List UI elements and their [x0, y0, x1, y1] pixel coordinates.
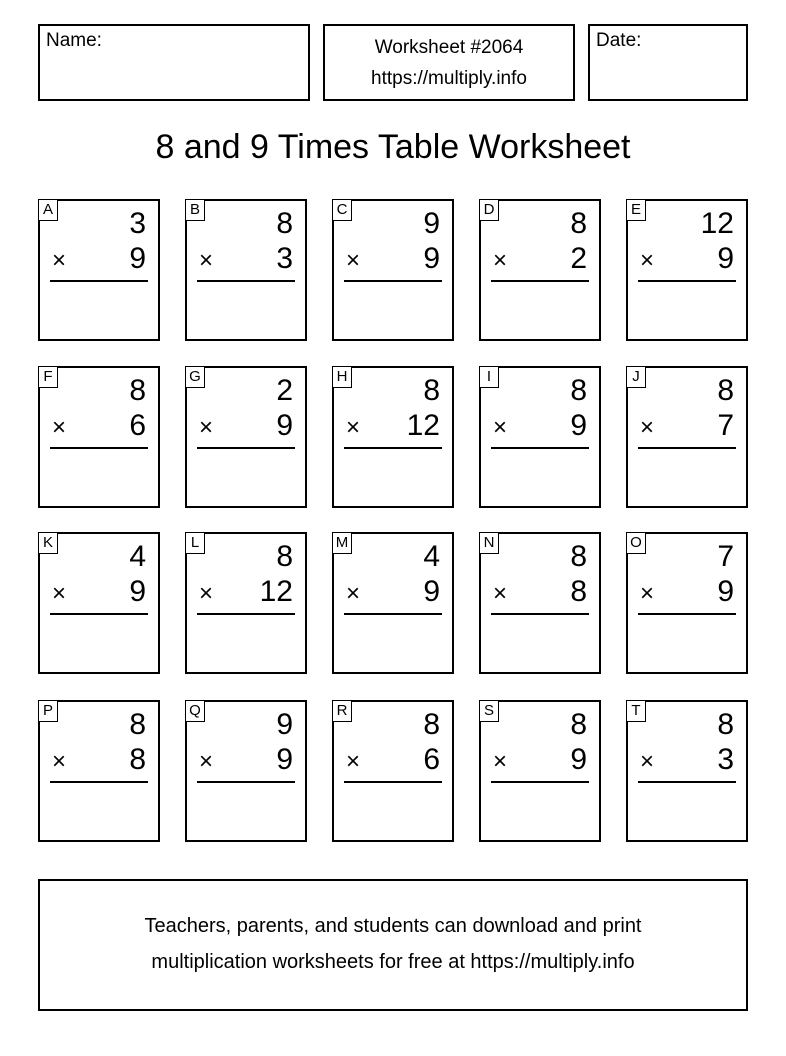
problem-letter: G: [185, 366, 205, 388]
name-label: Name:: [46, 30, 102, 51]
date-field-box[interactable]: [588, 24, 748, 101]
problem-card[interactable]: [332, 366, 454, 508]
problem-card[interactable]: [38, 532, 160, 674]
problem-card[interactable]: [332, 532, 454, 674]
multiplicand: 8: [276, 540, 293, 573]
problem-letter: H: [332, 366, 352, 388]
answer-rule: [197, 781, 295, 783]
problem-card[interactable]: [626, 532, 748, 674]
problem-card[interactable]: [185, 199, 307, 341]
multiplier: 6: [129, 409, 146, 442]
multiplier: 9: [129, 575, 146, 608]
multiplier: 7: [717, 409, 734, 442]
times-sign: ×: [346, 748, 361, 775]
footer-box: [38, 879, 748, 1011]
times-sign: ×: [493, 580, 508, 607]
problem-letter: B: [185, 199, 205, 221]
problem-letter: P: [38, 700, 58, 722]
answer-rule: [197, 447, 295, 449]
answer-rule: [638, 781, 736, 783]
problem-card[interactable]: [626, 700, 748, 842]
multiplicand: 8: [129, 708, 146, 741]
answer-rule: [638, 447, 736, 449]
times-sign: ×: [346, 247, 361, 274]
problem-letter: F: [38, 366, 58, 388]
problem-letter: C: [332, 199, 352, 221]
problem-letter: R: [332, 700, 352, 722]
problem-letter: N: [479, 532, 499, 554]
answer-rule: [344, 447, 442, 449]
problem-letter: T: [626, 700, 646, 722]
times-sign: ×: [640, 580, 655, 607]
problem-card[interactable]: [38, 366, 160, 508]
multiplicand: 8: [570, 708, 587, 741]
answer-rule: [50, 781, 148, 783]
multiplier: 6: [423, 743, 440, 776]
footer-line-1: Teachers, parents, and students can download and print: [144, 915, 642, 937]
answer-rule: [50, 613, 148, 615]
answer-rule: [491, 781, 589, 783]
answer-rule: [638, 613, 736, 615]
multiplier: 3: [717, 743, 734, 776]
multiplicand: 8: [717, 708, 734, 741]
times-sign: ×: [52, 748, 67, 775]
problem-letter: K: [38, 532, 58, 554]
times-sign: ×: [493, 414, 508, 441]
times-sign: ×: [640, 748, 655, 775]
multiplicand: 8: [570, 374, 587, 407]
multiplicand: 8: [717, 374, 734, 407]
times-sign: ×: [52, 247, 67, 274]
multiplier: 9: [570, 409, 587, 442]
times-sign: ×: [640, 247, 655, 274]
problem-card[interactable]: [185, 700, 307, 842]
problem-letter: A: [38, 199, 58, 221]
multiplicand: 12: [700, 207, 734, 240]
times-sign: ×: [346, 580, 361, 607]
multiplicand: 4: [129, 540, 146, 573]
answer-rule: [491, 280, 589, 282]
worksheet-info-box: [323, 24, 575, 101]
problem-letter: Q: [185, 700, 205, 722]
answer-rule: [50, 447, 148, 449]
problem-card[interactable]: [626, 199, 748, 341]
multiplier: 2: [570, 242, 587, 275]
problem-card[interactable]: [479, 532, 601, 674]
problem-card[interactable]: [38, 700, 160, 842]
answer-rule: [197, 280, 295, 282]
problem-letter: D: [479, 199, 499, 221]
multiplicand: 9: [276, 708, 293, 741]
times-sign: ×: [199, 247, 214, 274]
multiplier: 8: [570, 575, 587, 608]
multiplier: 9: [717, 575, 734, 608]
name-field-box[interactable]: [38, 24, 310, 101]
answer-rule: [491, 447, 589, 449]
multiplicand: 8: [276, 207, 293, 240]
page-title: 8 and 9 Times Table Worksheet: [155, 128, 631, 166]
problem-letter: L: [185, 532, 205, 554]
problem-card[interactable]: [479, 700, 601, 842]
multiplier: 9: [717, 242, 734, 275]
times-sign: ×: [640, 414, 655, 441]
worksheet-number: Worksheet #2064: [374, 37, 524, 58]
answer-rule: [344, 613, 442, 615]
times-sign: ×: [52, 580, 67, 607]
problem-card[interactable]: [479, 366, 601, 508]
problem-card[interactable]: [332, 700, 454, 842]
problem-letter: O: [626, 532, 646, 554]
multiplier: 9: [570, 743, 587, 776]
times-sign: ×: [493, 247, 508, 274]
multiplier: 8: [129, 743, 146, 776]
times-sign: ×: [346, 414, 361, 441]
answer-rule: [638, 280, 736, 282]
problem-letter: E: [626, 199, 646, 221]
answer-rule: [491, 613, 589, 615]
multiplicand: 2: [276, 374, 293, 407]
times-sign: ×: [199, 580, 214, 607]
problem-card[interactable]: [185, 366, 307, 508]
multiplicand: 7: [717, 540, 734, 573]
multiplicand: 8: [423, 374, 440, 407]
answer-rule: [344, 781, 442, 783]
problem-letter: S: [479, 700, 499, 722]
multiplicand: 3: [129, 207, 146, 240]
footer-line-2: multiplication worksheets for free at https://multiply.info: [151, 951, 635, 973]
multiplier: 9: [423, 575, 440, 608]
times-sign: ×: [52, 414, 67, 441]
multiplicand: 8: [129, 374, 146, 407]
worksheet-url: https://multiply.info: [371, 68, 527, 89]
problem-card[interactable]: [185, 532, 307, 674]
multiplier: 9: [423, 242, 440, 275]
multiplier: 9: [276, 409, 293, 442]
problem-card[interactable]: [626, 366, 748, 508]
multiplicand: 9: [423, 207, 440, 240]
problem-letter: M: [332, 532, 352, 554]
problem-card[interactable]: [332, 199, 454, 341]
multiplicand: 8: [570, 540, 587, 573]
multiplicand: 8: [570, 207, 587, 240]
answer-rule: [50, 280, 148, 282]
multiplier: 9: [129, 242, 146, 275]
problem-card[interactable]: [38, 199, 160, 341]
answer-rule: [197, 613, 295, 615]
multiplicand: 4: [423, 540, 440, 573]
multiplier: 12: [259, 575, 293, 608]
times-sign: ×: [199, 748, 214, 775]
date-label: Date:: [596, 30, 642, 51]
multiplier: 12: [406, 409, 440, 442]
multiplicand: 8: [423, 708, 440, 741]
multiplier: 3: [276, 242, 293, 275]
times-sign: ×: [199, 414, 214, 441]
answer-rule: [344, 280, 442, 282]
problem-letter: J: [626, 366, 646, 388]
times-sign: ×: [493, 748, 508, 775]
problem-letter: I: [479, 366, 499, 388]
multiplier: 9: [276, 743, 293, 776]
problem-card[interactable]: [479, 199, 601, 341]
